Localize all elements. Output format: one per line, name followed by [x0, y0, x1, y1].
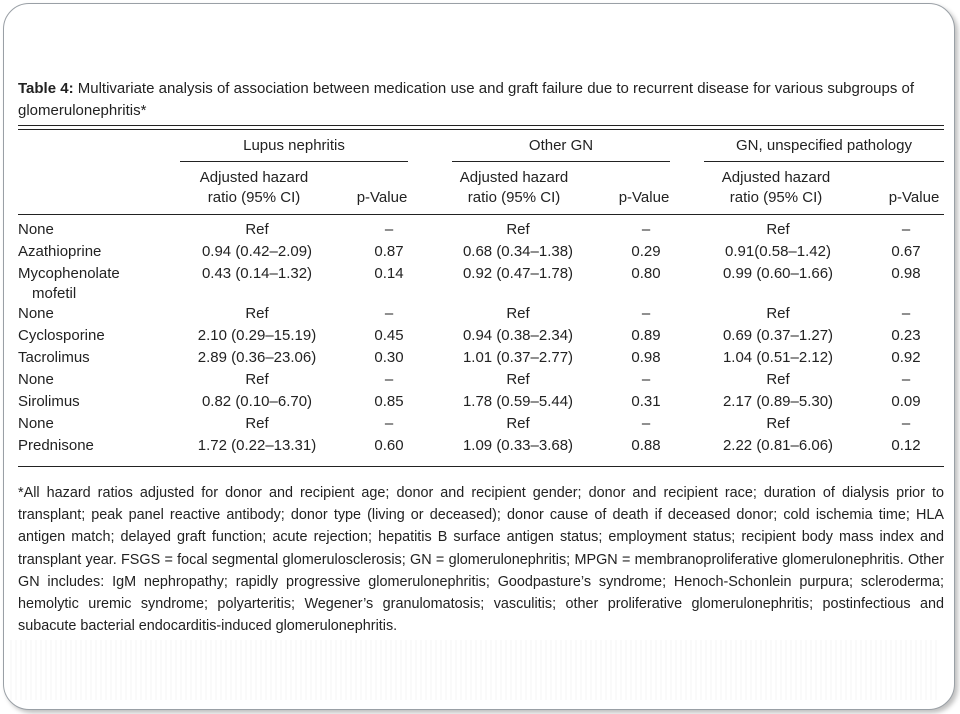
hazard-ratio-cell: 1.09 (0.33–3.68)	[462, 437, 574, 454]
hazard-ratio-cell: Ref	[766, 221, 790, 238]
p-value-cell: –	[901, 415, 911, 432]
p-value-cell: –	[384, 371, 394, 388]
hazard-ratio-cell: 2.10 (0.29–15.19)	[197, 327, 317, 344]
p-value-cell: 0.23	[891, 327, 921, 344]
p-value-cell: –	[384, 305, 394, 322]
p-value-cell: 0.12	[891, 437, 921, 454]
hazard-ratio-cell: 1.72 (0.22–13.31)	[197, 437, 317, 454]
p-value-cell: 0.60	[374, 437, 404, 454]
row-label: Azathioprine	[18, 243, 102, 260]
hazard-ratio-cell: Ref	[506, 371, 530, 388]
p-value-cell: 0.29	[631, 243, 661, 260]
p-value-cell: –	[641, 305, 651, 322]
p-value-cell: 0.67	[891, 243, 921, 260]
row-label: Cyclosporine	[18, 327, 105, 344]
p-value-cell: 0.80	[631, 265, 661, 282]
hazard-ratio-cell: Ref	[245, 305, 269, 322]
group-header-gn-unspecified: GN, unspecified pathology	[736, 137, 912, 154]
p-value-cell: –	[901, 305, 911, 322]
hazard-ratio-cell: 0.94 (0.42–2.09)	[201, 243, 313, 260]
hazard-ratio-cell: Ref	[766, 371, 790, 388]
col-header-hr-lupus: Adjusted hazard ratio (95% CI)	[199, 169, 309, 206]
p-value-cell: 0.31	[631, 393, 661, 410]
row-label: Mycophenolate mofetil	[18, 265, 120, 302]
table-label: Table 4:	[18, 80, 74, 97]
hazard-ratio-cell: Ref	[245, 415, 269, 432]
table-row	[18, 348, 944, 370]
hazard-ratio-cell: Ref	[506, 221, 530, 238]
p-value-cell: 0.92	[891, 349, 921, 366]
p-value-cell: 0.87	[374, 243, 404, 260]
row-label: Sirolimus	[18, 393, 80, 410]
table-row	[18, 370, 944, 392]
p-value-cell: 0.09	[891, 393, 921, 410]
hazard-ratio-cell: Ref	[506, 305, 530, 322]
col-header-p-other-gn: p-Value	[618, 189, 670, 206]
hazard-ratio-cell: Ref	[245, 371, 269, 388]
p-value-cell: –	[901, 371, 911, 388]
hazard-ratio-cell: 0.94 (0.38–2.34)	[462, 327, 574, 344]
col-header-hr-gn-unspecified: Adjusted hazard ratio (95% CI)	[721, 169, 831, 206]
group-rule-gn-unspecified	[704, 161, 944, 162]
p-value-cell: –	[384, 415, 394, 432]
hazard-ratio-cell: 1.78 (0.59–5.44)	[462, 393, 574, 410]
row-label: None	[18, 305, 54, 322]
table-row	[18, 264, 944, 304]
row-label: Prednisone	[18, 437, 94, 454]
hazard-ratio-cell: 0.92 (0.47–1.78)	[462, 265, 574, 282]
row-label: None	[18, 371, 54, 388]
p-value-cell: 0.89	[631, 327, 661, 344]
group-header-other-gn: Other GN	[528, 137, 594, 154]
hazard-ratio-cell: Ref	[506, 415, 530, 432]
hazard-ratio-cell: 2.17 (0.89–5.30)	[722, 393, 834, 410]
table-footnote: *All hazard ratios adjusted for donor and recipient age; donor and recipient gender; donor and recipient race; duration of dialysis prior to transplant; peak panel reactive antibody; donor type (living or deceased); donor cause of death if deceased donor; cold ischemia time; HLA antigen match; delayed graft function; acute rejection; hepatitis B surface antigen status; employment status; recipient body mass index and transplant year. FSGS = focal segmental glomerulosclerosis; GN = glomerulonephritis; MPGN = membranoproliferative glomerulonephritis. Other GN includes: IgM nephropathy; rapidly progressive glomerulonephritis; Goodpasture’s syndrome; Henoch-Schonlein purpura; scleroderma; hemolytic uremic syndrome; polyarteritis; Wegener’s granulomatosis; vasculitis; other proliferative glomerulonephritis; postinfectious and subacute bacterial endocarditis-induced glomerulonephritis.	[18, 485, 944, 635]
group-header-lupus: Lupus nephritis	[243, 137, 345, 154]
p-value-cell: 0.45	[374, 327, 404, 344]
top-rule-1	[18, 125, 944, 126]
hazard-ratio-cell: 0.68 (0.34–1.38)	[462, 243, 574, 260]
table-row	[18, 242, 944, 264]
header-rule	[18, 214, 944, 215]
hazard-ratio-cell: 1.01 (0.37–2.77)	[462, 349, 574, 366]
hazard-ratio-cell: Ref	[766, 305, 790, 322]
table-row	[18, 326, 944, 348]
group-rule-other-gn	[452, 161, 670, 162]
table-caption	[18, 78, 948, 122]
hazard-ratio-cell: 0.91(0.58–1.42)	[725, 243, 831, 260]
top-rule-2	[18, 129, 944, 130]
p-value-cell: –	[384, 221, 394, 238]
p-value-cell: –	[641, 371, 651, 388]
col-header-p-lupus: p-Value	[356, 189, 408, 206]
group-rule-lupus	[180, 161, 408, 162]
table-row	[18, 414, 944, 436]
table-row	[18, 436, 944, 458]
background-texture	[10, 640, 940, 700]
p-value-cell: 0.85	[374, 393, 404, 410]
p-value-cell: 0.98	[631, 349, 661, 366]
table-title: Multivariate analysis of association between medication use and graft failure due to recurrent disease for various subgroups of glomerulonephritis*	[18, 80, 915, 119]
hazard-ratio-cell: Ref	[245, 221, 269, 238]
hazard-ratio-cell: 0.43 (0.14–1.32)	[201, 265, 313, 282]
table-row	[18, 392, 944, 414]
hazard-ratio-cell: 0.69 (0.37–1.27)	[722, 327, 834, 344]
p-value-cell: –	[641, 221, 651, 238]
p-value-cell: –	[641, 415, 651, 432]
hazard-ratio-cell: 2.22 (0.81–6.06)	[722, 437, 834, 454]
table-row	[18, 220, 944, 242]
bottom-rule	[18, 466, 944, 467]
row-label: None	[18, 221, 54, 238]
row-label: Tacrolimus	[18, 349, 90, 366]
hazard-ratio-cell: 1.04 (0.51–2.12)	[722, 349, 834, 366]
p-value-cell: 0.30	[374, 349, 404, 366]
hazard-ratio-cell: 0.82 (0.10–6.70)	[201, 393, 313, 410]
p-value-cell: 0.88	[631, 437, 661, 454]
table-row	[18, 304, 944, 326]
hazard-ratio-cell: 0.99 (0.60–1.66)	[722, 265, 834, 282]
hazard-ratio-cell: Ref	[766, 415, 790, 432]
col-header-p-gn-unspecified: p-Value	[888, 189, 940, 206]
hazard-ratio-cell: 2.89 (0.36–23.06)	[197, 349, 317, 366]
data-table	[18, 220, 944, 458]
col-header-hr-other-gn: Adjusted hazard ratio (95% CI)	[459, 169, 569, 206]
p-value-cell: 0.14	[374, 265, 404, 282]
p-value-cell: 0.98	[891, 265, 921, 282]
row-label: None	[18, 415, 54, 432]
p-value-cell: –	[901, 221, 911, 238]
